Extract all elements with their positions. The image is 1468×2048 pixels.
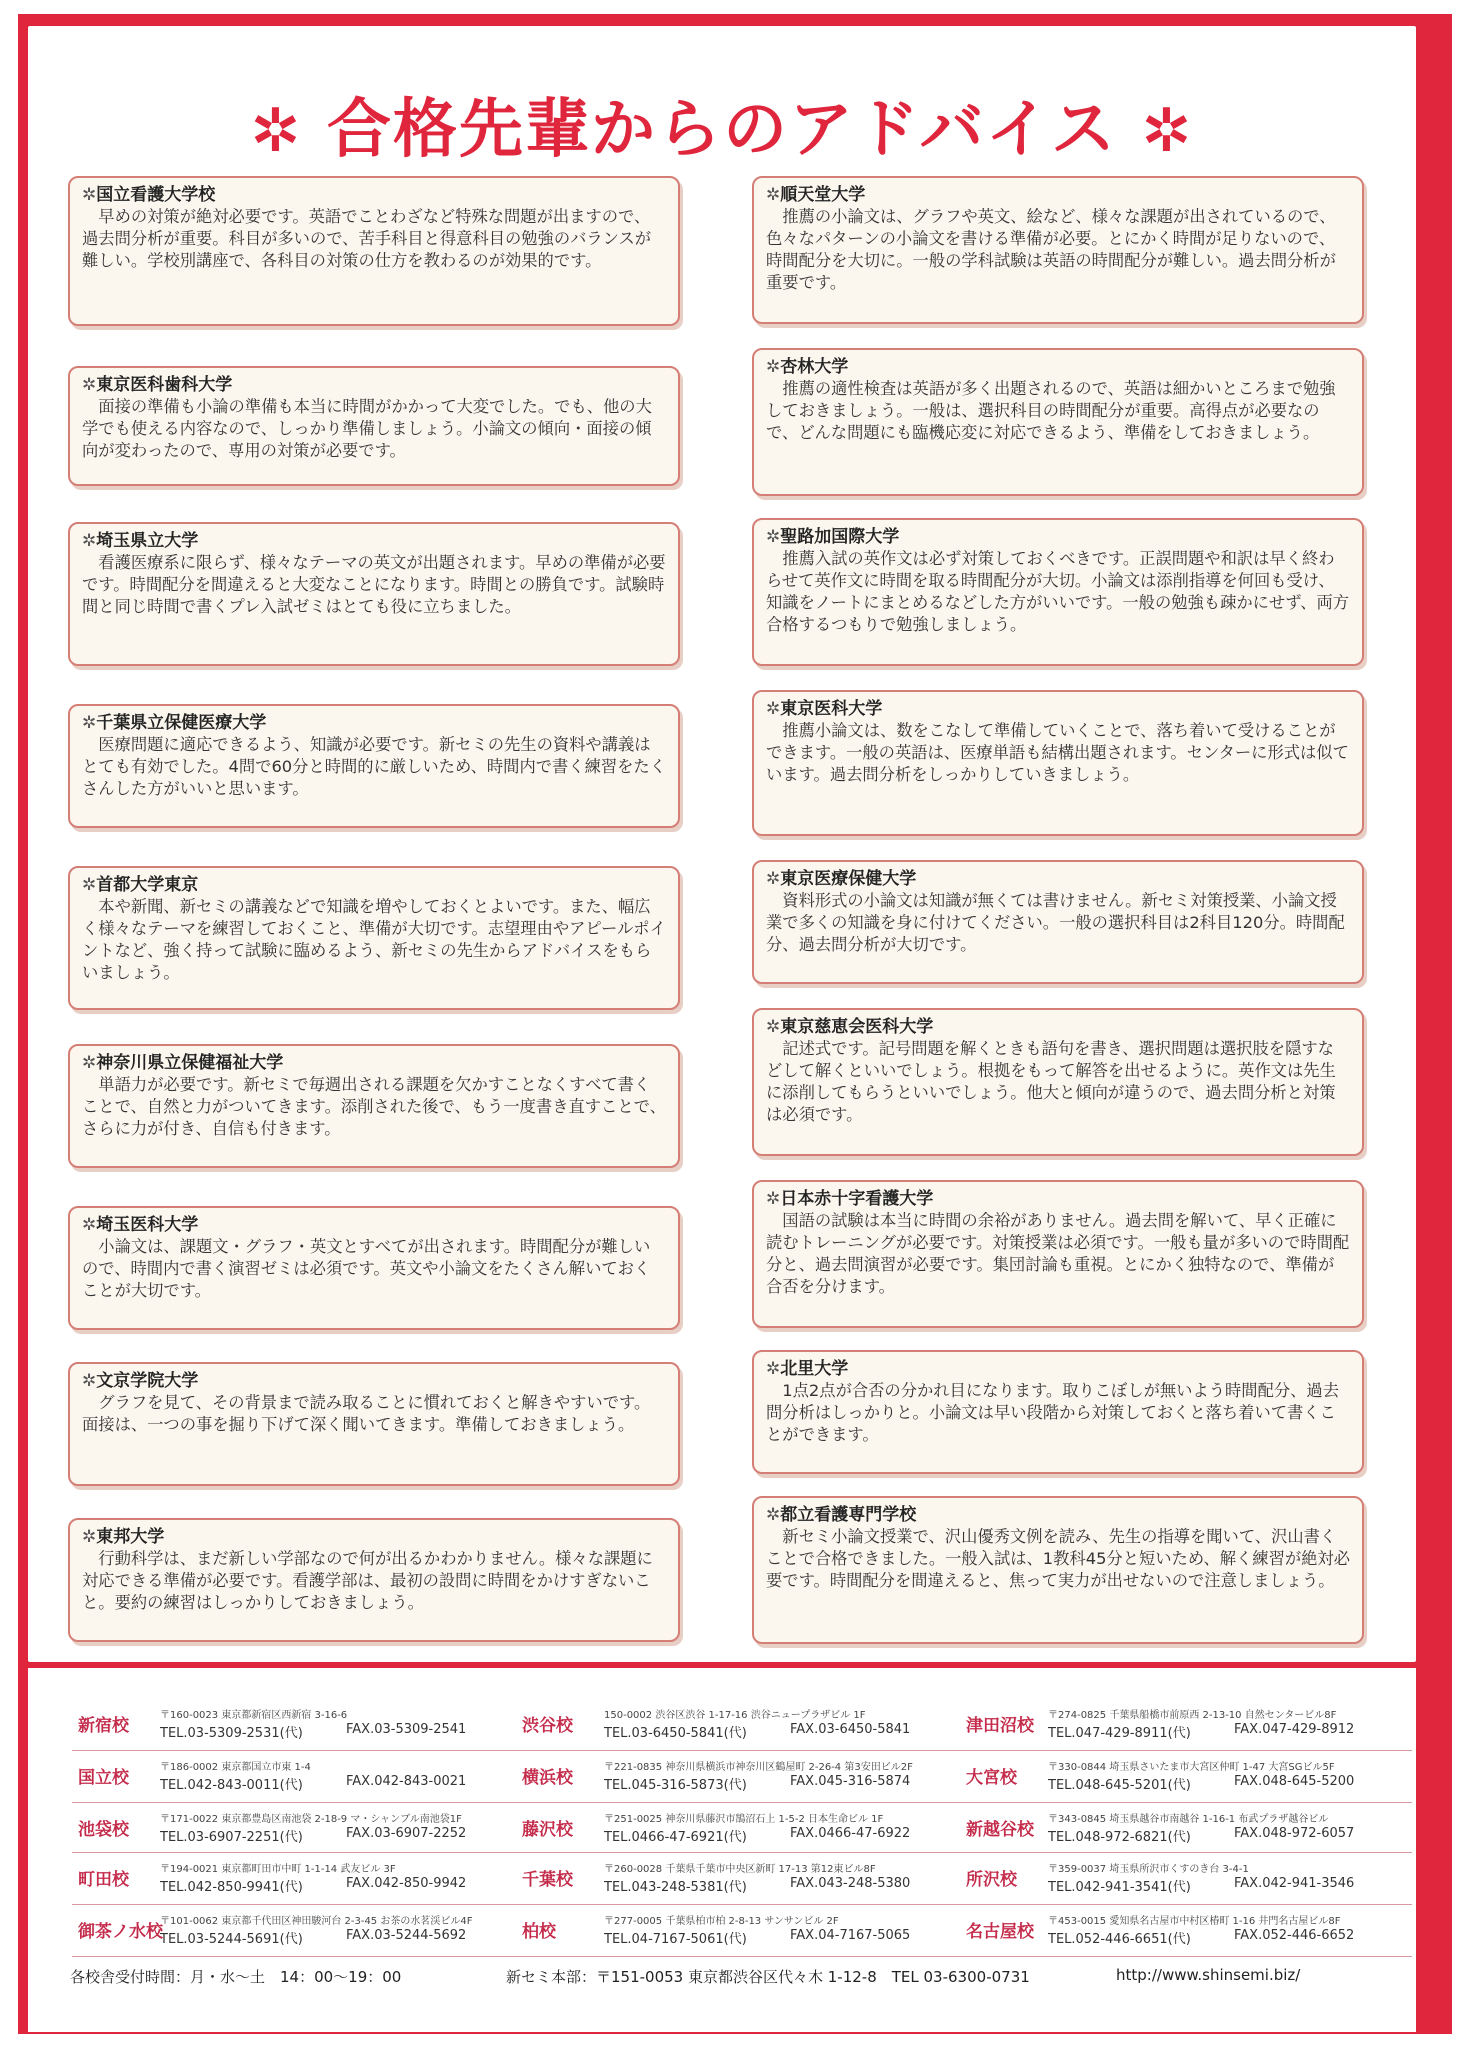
flower-icon: ✲ xyxy=(82,875,97,895)
school-name: 町田校 xyxy=(78,1870,129,1890)
advice-text: 本や新聞、新セミの講義などで知識を増やしておくとよいです。また、幅広く様々なテーマを練習しておくこと、準備が大切です。志望理由やアピールポイントなど、強く持って試験に臨めるよう、新セミの先生からアドバイスをもらいましょう。 xyxy=(82,897,666,982)
school-name: 大宮校 xyxy=(966,1768,1017,1788)
advice-text: 推薦の小論文は、グラフや英文、絵など、様々な課題が出されているので、色々なパターンの小論文を書ける準備が必要。とにかく時間が足りないので、時間配分を大切に。一般の学科試験は英語の時間配分が難しい。過去問分析が重要です。 xyxy=(766,207,1336,292)
flower-icon: ✲ xyxy=(766,1505,781,1525)
flower-icon: ✲ xyxy=(766,527,781,547)
advice-school: 聖路加国際大学 xyxy=(780,527,900,547)
advice-school: 東京医科歯科大学 xyxy=(96,375,233,395)
school-address: 〒359-0037 埼玉県所沢市くすのき台 3-4-1 xyxy=(1048,1864,1249,1875)
school-address: 〒221-0835 神奈川県横浜市神奈川区鶴屋町 2-26-4 第3安田ビル2F xyxy=(604,1762,913,1773)
flower-icon: ✲ xyxy=(82,531,97,551)
flower-right-icon: ✲ xyxy=(1141,96,1194,166)
advice-text: 単語力が必要です。新セミで毎週出される課題を欠かすことなくすべて書くことで、自然と力がついてきます。添削された後で、もう一度書き直すことで、さらに力が付き、自信も付きます。 xyxy=(82,1075,666,1138)
school-name: 国立校 xyxy=(78,1768,129,1788)
advice-card xyxy=(752,1496,1364,1644)
advice-school: 神奈川県立保健福祉大学 xyxy=(96,1053,284,1073)
school-fax: FAX.048-972-6057 xyxy=(1234,1826,1355,1841)
school-tel: TEL.052-446-6651(代) xyxy=(1048,1932,1191,1947)
advice-card xyxy=(752,1008,1364,1156)
school-fax: FAX.042-843-0021 xyxy=(346,1774,467,1789)
flower-icon: ✲ xyxy=(766,1017,781,1037)
school-name: 新越谷校 xyxy=(966,1820,1034,1840)
school-fax: FAX.03-5244-5692 xyxy=(346,1928,467,1943)
school-tel: TEL.03-6450-5841(代) xyxy=(604,1726,747,1741)
reception-hours: 各校舎受付時間：月・水～土 14：00～19：00 xyxy=(70,1968,402,1986)
flower-icon: ✲ xyxy=(82,1053,97,1073)
school-address: 〒160-0023 東京都新宿区西新宿 3-16-6 xyxy=(160,1710,348,1721)
advice-school: 埼玉県立大学 xyxy=(96,531,199,551)
advice-card xyxy=(68,522,680,666)
school-tel: TEL.047-429-8911(代) xyxy=(1048,1726,1191,1741)
headquarters-info: 新セミ本部：〒151-0053 東京都渋谷区代々木 1-12-8 TEL 03-6300-0731 xyxy=(506,1968,1030,1986)
advice-card xyxy=(68,1518,680,1642)
school-tel: TEL.042-850-9941(代) xyxy=(160,1880,303,1895)
advice-school: 順天堂大学 xyxy=(780,185,866,205)
advice-card xyxy=(752,690,1364,836)
school-address: 〒343-0845 埼玉県越谷市南越谷 1-16-1 布武プラザ越谷ビル xyxy=(1048,1814,1329,1825)
school-tel: TEL.048-645-5201(代) xyxy=(1048,1778,1191,1793)
flower-icon: ✲ xyxy=(82,1371,97,1391)
school-tel: TEL.0466-47-6921(代) xyxy=(604,1830,747,1845)
school-fax: FAX.03-6907-2252 xyxy=(346,1826,467,1841)
row-divider xyxy=(72,1956,1412,1957)
school-name: 横浜校 xyxy=(522,1768,573,1788)
school-fax: FAX.047-429-8912 xyxy=(1234,1722,1355,1737)
school-tel: TEL.03-5244-5691(代) xyxy=(160,1932,303,1947)
advice-school: 首都大学東京 xyxy=(96,875,199,895)
advice-text: 行動科学は、まだ新しい学部なので何が出るかわかりません。様々な課題に対応できる準備が必要です。看護学部は、最初の設問に時間をかけすぎないこと。要約の練習はしっかりしておきましょう。 xyxy=(82,1549,653,1612)
advice-card xyxy=(68,366,680,486)
school-fax: FAX.03-5309-2541 xyxy=(346,1722,467,1737)
advice-school: 都立看護専門学校 xyxy=(780,1505,917,1525)
advice-text: 面接の準備も小論の準備も本当に時間がかかって大変でした。でも、他の大学でも使える内容なので、しっかり準備しましょう。小論文の傾向・面接の傾向が変わったので、専用の対策が必要です。 xyxy=(82,397,652,460)
school-address: 〒260-0028 千葉県千葉市中央区新町 17-13 第12東ビル8F xyxy=(604,1864,876,1875)
advice-text: 資料形式の小論文は知識が無くては書けません。新セミ対策授業、小論文授業で多くの知識を身に付けてください。一般の選択科目は2科目120分。時間配分、過去問分析が大切です。 xyxy=(766,891,1345,954)
website-link[interactable]: http://www.shinsemi.biz/ xyxy=(1116,1966,1301,1984)
school-tel: TEL.048-972-6821(代) xyxy=(1048,1830,1191,1845)
page-title xyxy=(28,78,1416,170)
school-fax: FAX.04-7167-5065 xyxy=(790,1928,911,1943)
row-divider xyxy=(72,1904,1412,1905)
school-name: 千葉校 xyxy=(522,1870,573,1890)
advice-school: 東京慈恵会医科大学 xyxy=(780,1017,934,1037)
school-address: 150-0002 渋谷区渋谷 1-17-16 渋谷ニュープラザビル 1F xyxy=(604,1710,866,1721)
advice-card xyxy=(752,1180,1364,1328)
flower-icon: ✲ xyxy=(766,1359,781,1379)
advice-card xyxy=(68,1206,680,1330)
advice-school: 北里大学 xyxy=(780,1359,849,1379)
advice-card xyxy=(752,518,1364,666)
school-fax: FAX.043-248-5380 xyxy=(790,1876,911,1891)
school-address: 〒186-0002 東京都国立市東 1-4 xyxy=(160,1762,311,1773)
flower-icon: ✲ xyxy=(82,185,97,205)
school-fax: FAX.048-645-5200 xyxy=(1234,1774,1355,1789)
school-name: 御茶ノ水校 xyxy=(78,1922,163,1942)
advice-text: 小論文は、課題文・グラフ・英文とすべてが出されます。時間配分が難しいので、時間内で書く演習ゼミは必須です。英文や小論文をたくさん解いておくことが大切です。 xyxy=(82,1237,651,1300)
advice-card xyxy=(68,176,680,326)
school-address: 〒101-0062 東京都千代田区神田駿河台 2-3-45 お茶の水茗渓ビル4F xyxy=(160,1916,473,1927)
advice-card xyxy=(68,1044,680,1168)
advice-text: 推薦小論文は、数をこなして準備していくことで、落ち着いて受けることができます。一般の英語は、医療単語も結構出題されます。センターに形式は似ています。過去問分析をしっかりしていきましょう。 xyxy=(766,721,1349,784)
advice-text: 1点2点が合否の分かれ目になります。取りこぼしが無いよう時間配分、過去問分析はしっかりと。小論文は早い段階から対策しておくと落ち着いて書くことができます。 xyxy=(766,1381,1339,1444)
school-address: 〒194-0021 東京都町田市中町 1-1-14 武友ビル 3F xyxy=(160,1864,396,1875)
advice-text: 看護医療系に限らず、様々なテーマの英文が出題されます。早めの準備が必要です。時間配分を間違えると大変なことになります。時間との勝負です。試験時間と同じ時間で書くプレ入試ゼミはとても役に立ちました。 xyxy=(82,553,666,616)
flower-icon: ✲ xyxy=(82,375,97,395)
flower-icon: ✲ xyxy=(766,699,781,719)
flower-icon: ✲ xyxy=(766,185,781,205)
row-divider xyxy=(72,1750,1412,1751)
advice-school: 文京学院大学 xyxy=(96,1371,199,1391)
school-fax: FAX.052-446-6652 xyxy=(1234,1928,1355,1943)
advice-text: 医療問題に適応できるよう、知識が必要です。新セミの先生の資料や講義はとても有効でした。4問で60分と時間的に厳しいため、時間内で書く練習をたくさんした方がいいと思います。 xyxy=(82,735,666,798)
flower-icon: ✲ xyxy=(82,713,97,733)
school-fax: FAX.042-941-3546 xyxy=(1234,1876,1355,1891)
school-address: 〒274-0825 千葉県船橋市前原西 2-13-10 自然センタービル8F xyxy=(1048,1710,1337,1721)
school-fax: FAX.045-316-5874 xyxy=(790,1774,911,1789)
school-tel: TEL.043-248-5381(代) xyxy=(604,1880,747,1895)
school-tel: TEL.03-6907-2251(代) xyxy=(160,1830,303,1845)
flower-icon: ✲ xyxy=(766,357,781,377)
flower-icon: ✲ xyxy=(82,1527,97,1547)
school-name: 名古屋校 xyxy=(966,1922,1034,1942)
school-name: 藤沢校 xyxy=(522,1820,573,1840)
school-tel: TEL.042-843-0011(代) xyxy=(160,1778,303,1793)
advice-school: 杏林大学 xyxy=(780,357,849,377)
advice-card xyxy=(68,866,680,1010)
page-title-text: 合格先輩からのアドバイス xyxy=(326,93,1118,167)
school-address: 〒330-0844 埼玉県さいたま市大宮区仲町 1-47 大宮SGビル5F xyxy=(1048,1762,1335,1773)
advice-school: 東邦大学 xyxy=(96,1527,165,1547)
school-tel: TEL.04-7167-5061(代) xyxy=(604,1932,747,1947)
advice-card xyxy=(68,704,680,828)
advice-card xyxy=(752,176,1364,324)
advice-card xyxy=(68,1362,680,1486)
school-address: 〒277-0005 千葉県柏市柏 2-8-13 サンサンビル 2F xyxy=(604,1916,839,1927)
advice-card xyxy=(752,860,1364,984)
school-name: 所沢校 xyxy=(966,1870,1017,1890)
school-name: 柏校 xyxy=(522,1922,556,1942)
flower-icon: ✲ xyxy=(82,1215,97,1235)
advice-text: 新セミ小論文授業で、沢山優秀文例を読み、先生の指導を聞いて、沢山書くことで合格できました。一般入試は、1教科45分と短いため、解く練習が絶対必要です。時間配分を間違えると、焦って実力が出せないので注意しましょう。 xyxy=(766,1527,1350,1590)
advice-text: 国語の試験は本当に時間の余裕がありません。過去問を解いて、早く正確に読むトレーニングが必要です。対策授業は必須です。一般も量が多いので時間配分と、過去問演習が必要です。集団討論も重視。とにかく独特なので、準備が合否を分けます。 xyxy=(766,1211,1350,1296)
school-address: 〒453-0015 愛知県名古屋市中村区椿町 1-16 井門名古屋ビル8F xyxy=(1048,1916,1341,1927)
advice-school: 東京医科大学 xyxy=(780,699,883,719)
school-tel: TEL.03-5309-2531(代) xyxy=(160,1726,303,1741)
school-name: 渋谷校 xyxy=(522,1716,573,1736)
flower-icon: ✲ xyxy=(766,869,781,889)
advice-school: 東京医療保健大学 xyxy=(780,869,917,889)
school-tel: TEL.042-941-3541(代) xyxy=(1048,1880,1191,1895)
advice-text: グラフを見て、その背景まで読み取ることに慣れておくと解きやすいです。面接は、一つの事を掘り下げて深く聞いてきます。準備しておきましょう。 xyxy=(82,1393,651,1434)
school-name: 池袋校 xyxy=(78,1820,129,1840)
advice-school: 埼玉医科大学 xyxy=(96,1215,199,1235)
advice-school: 国立看護大学校 xyxy=(96,185,216,205)
school-name: 津田沼校 xyxy=(966,1716,1034,1736)
advice-card xyxy=(752,1350,1364,1474)
flower-left-icon: ✲ xyxy=(250,96,303,166)
school-name: 新宿校 xyxy=(78,1716,129,1736)
school-address: 〒171-0022 東京都豊島区南池袋 2-18-9 マ・シャンブル南池袋1F xyxy=(160,1814,462,1825)
row-divider xyxy=(72,1802,1412,1803)
school-address: 〒251-0025 神奈川県藤沢市鵠沼石上 1-5-2 日本生命ビル 1F xyxy=(604,1814,884,1825)
advice-school: 千葉県立保健医療大学 xyxy=(96,713,267,733)
flower-icon: ✲ xyxy=(766,1189,781,1209)
school-tel: TEL.045-316-5873(代) xyxy=(604,1778,747,1793)
advice-text: 早めの対策が絶対必要です。英語でことわざなど特殊な問題が出ますので、過去問分析が重要。科目が多いので、苦手科目と得意科目の勉強のバランスが難しい。学校別講座で、各科目の対策の仕方を教わるのが効果的です。 xyxy=(82,207,652,270)
school-fax: FAX.0466-47-6922 xyxy=(790,1826,911,1841)
advice-text: 推薦入試の英作文は必ず対策しておくべきです。正誤問題や和訳は早く終わらせて英作文に時間を取る時間配分が大切。小論文は添削指導を何回も受け、知識をノートにまとめるなどした方がいいです。一般の勉強も疎かにせず、両方合格するつもりで勉強しましょう。 xyxy=(766,549,1350,634)
advice-text: 記述式です。記号問題を解くときも語句を書き、選択問題は選択肢を隠すなどして解くといいでしょう。根拠をもって解答を出せるように。英作文は先生に添削してもらうといいでしょう。他大と傾向が違うので、過去問分析と対策は必須です。 xyxy=(766,1039,1336,1124)
advice-text: 推薦の適性検査は英語が多く出題されるので、英語は細かいところまで勉強しておきましょう。一般は、選択科目の時間配分が重要。高得点が必要なので、どんな問題にも臨機応変に対応できるよう、準備をしておきましょう。 xyxy=(766,379,1336,442)
school-fax: FAX.03-6450-5841 xyxy=(790,1722,911,1737)
advice-school: 日本赤十字看護大学 xyxy=(780,1189,934,1209)
advice-card xyxy=(752,348,1364,496)
school-fax: FAX.042-850-9942 xyxy=(346,1876,467,1891)
row-divider xyxy=(72,1852,1412,1853)
